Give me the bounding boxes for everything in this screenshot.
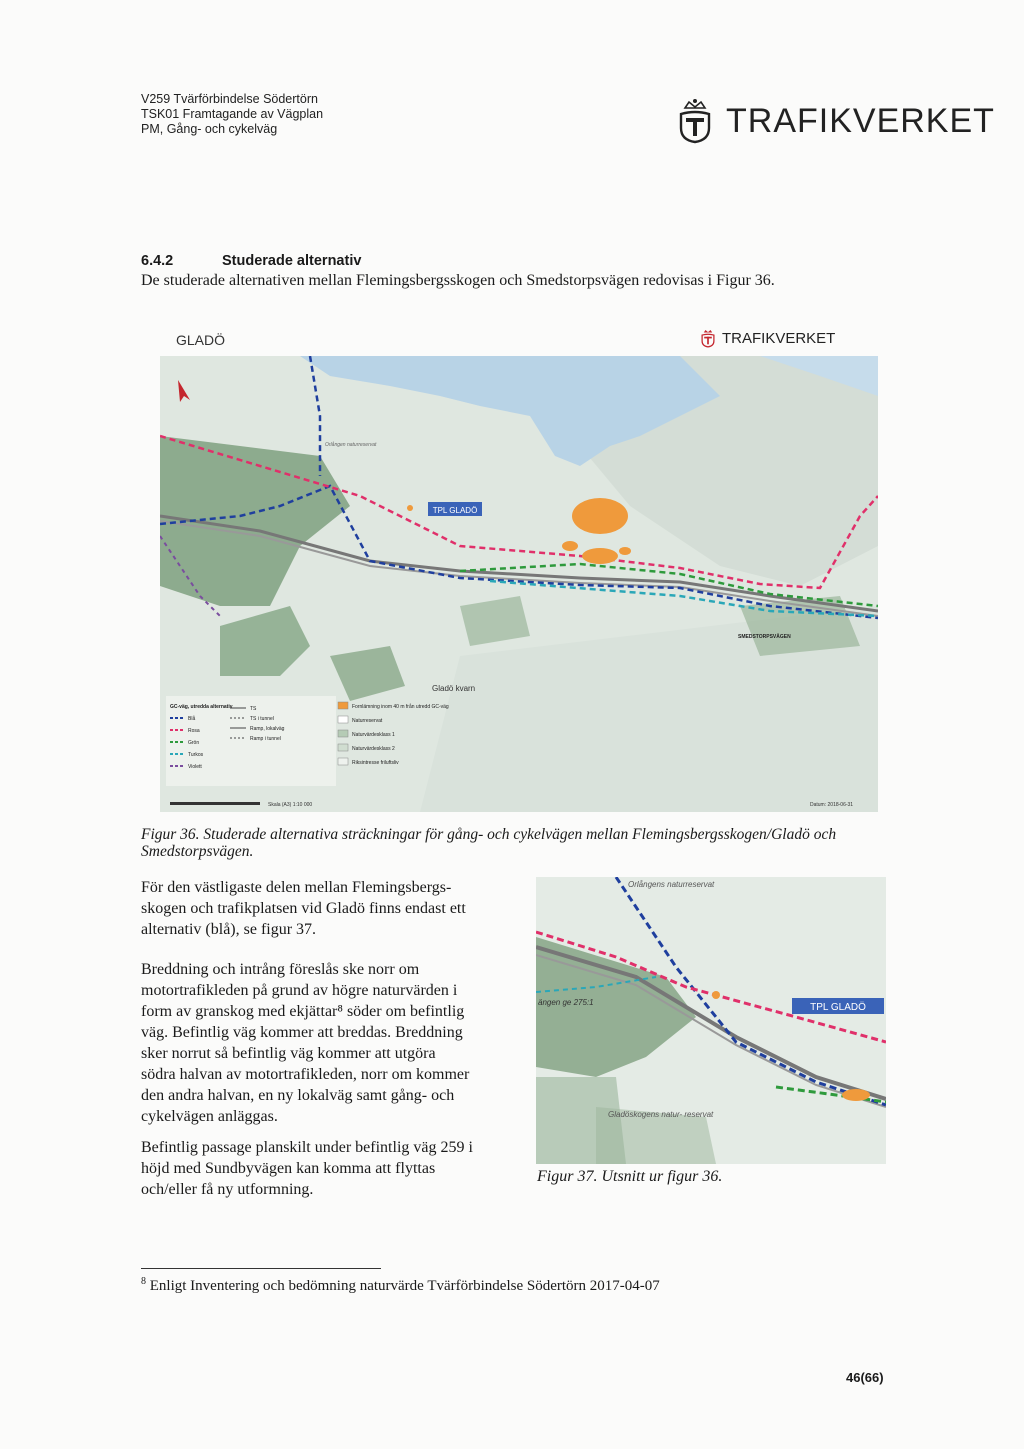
project-line: V259 Tvärförbindelse Södertörn [141, 92, 318, 106]
angen-label: ängen ge 275:1 [538, 998, 594, 1007]
heritage-site [572, 498, 628, 534]
legend-alternative-label: Rosa [188, 728, 200, 734]
map-scale-label: Skala (A3) 1:10 000 [268, 802, 313, 808]
legend-alternative-label: Turkos [188, 752, 204, 758]
legend-area-label: Naturreservat [352, 718, 383, 724]
paragraph-2 [141, 959, 469, 1127]
section-intro: De studerade alternativen mellan Flemingsbergsskogen och Smedstorpsvägen redovisas i Figur 36. [141, 272, 775, 289]
figure-36-caption: Figur 36. Studerade alternativa sträckningar för gång- och cykelvägen mellan Flemingsbergsskogen/Gladö och Smedstorpsvägen. [141, 826, 837, 860]
paragraph-line: skogen och trafikplatsen vid Gladö finns endast ett [141, 900, 466, 917]
legend-swatch [338, 758, 348, 765]
paragraph-line: sker norrut så befintlig väg kommer att utgöra [141, 1045, 436, 1062]
trafikverket-crown-t-icon [700, 328, 716, 348]
legend-swatch [338, 744, 348, 751]
paragraph-line: väg. Befintlig väg kommer att breddas. Breddning [141, 1024, 463, 1041]
legend-title: GC-väg, utredda alternativ [170, 704, 233, 710]
tpl-label: TPL GLADÖ [810, 1002, 866, 1013]
legend-alternative-label: Blå [188, 716, 196, 722]
page-number: 46(66) [846, 1370, 884, 1385]
trafikverket-logo [676, 98, 995, 144]
paragraph-3 [141, 1137, 473, 1200]
paragraph-line: Befintlig passage planskilt under befintlig väg 259 i [141, 1139, 473, 1156]
document-header-meta [141, 92, 323, 137]
legend-line-label: TS i tunnel [250, 716, 274, 722]
footnote-text: Enligt Inventering och bedömning naturvärde Tvärförbindelse Södertörn 2017-04-07 [146, 1278, 660, 1294]
figure-37-map [536, 877, 886, 1164]
section-number: 6.4.2 [141, 253, 174, 269]
paragraph-line: Breddning och intrång föreslås ske norr om [141, 961, 420, 978]
paragraph-line: cykelvägen anläggas. [141, 1108, 278, 1125]
gladoskogens-label: Gladöskogens natur- reservat [608, 1110, 714, 1119]
paragraph-line: För den västligaste delen mellan Flemingsbergs- [141, 879, 452, 896]
paragraph-line: den andra halvan, en ny lokalväg samt gång- och [141, 1087, 455, 1104]
paragraph-1 [141, 877, 466, 940]
paragraph-line: alternativ (blå), se figur 37. [141, 921, 317, 938]
gladokvarn-label: Gladö kvarn [432, 684, 476, 693]
legend-swatch [338, 702, 348, 709]
brand-name: TRAFIKVERKET [726, 101, 995, 140]
task-line: TSK01 Framtagande av Vägplan [141, 107, 324, 121]
legend-line-label: TS [250, 706, 257, 712]
legend-swatch [338, 716, 348, 723]
figure-36-logo [700, 328, 835, 348]
trafikverket-crown-t-icon [676, 98, 714, 144]
paragraph-line: form av granskog med ekjättar⁸ söder om befintlig [141, 1003, 465, 1020]
legend-swatch [338, 730, 348, 737]
paragraph-line: höjd med Sundbyvägen kan komma att flyttas [141, 1160, 436, 1177]
legend-area-label: Naturvärdesklass 1 [352, 732, 395, 738]
paragraph-line: och/eller få ny utformning. [141, 1181, 314, 1198]
paragraph-line: södra halvan av motortrafikleden, norr om kommer [141, 1066, 470, 1083]
section-title: Studerade alternativ [222, 253, 362, 269]
legend-area-label: Riksintresse friluftsliv [352, 760, 399, 766]
figure-36-map [160, 356, 878, 812]
legend-alternative-label: Grön [188, 740, 200, 746]
map-datum-label: Datum: 2018-06-31 [810, 802, 854, 808]
legend-alternative-label: Violett [188, 764, 202, 770]
legend-area-label: Fornlämning inom 40 m från utredd GC-väg [352, 704, 449, 710]
legend-line-label: Ramp, lokalväg [250, 726, 285, 732]
figure-36-title: GLADÖ [176, 332, 226, 348]
tpl-label: TPL GLADÖ [432, 506, 478, 515]
smedstorp-label: SMEDSTORPSVÄGEN [738, 634, 791, 640]
doc-type-line: PM, Gång- och cykelväg [141, 122, 278, 136]
figure-36-brand-name: TRAFIKVERKET [722, 329, 836, 347]
orlangen-label: Orlången naturreservat [325, 442, 377, 448]
footnote-rule [141, 1268, 381, 1269]
paragraph-line: motortrafikleden på grund av högre naturvärden i [141, 982, 458, 999]
footnote [141, 1276, 660, 1295]
legend-area-label: Naturvärdesklass 2 [352, 746, 395, 752]
figure-37-caption: Figur 37. Utsnitt ur figur 36. [537, 1168, 723, 1185]
legend-line-label: Ramp i tunnel [250, 736, 281, 742]
footnote-marker: 8 [141, 1276, 146, 1287]
orlangen-label: Orlångens naturreservat [628, 880, 715, 889]
